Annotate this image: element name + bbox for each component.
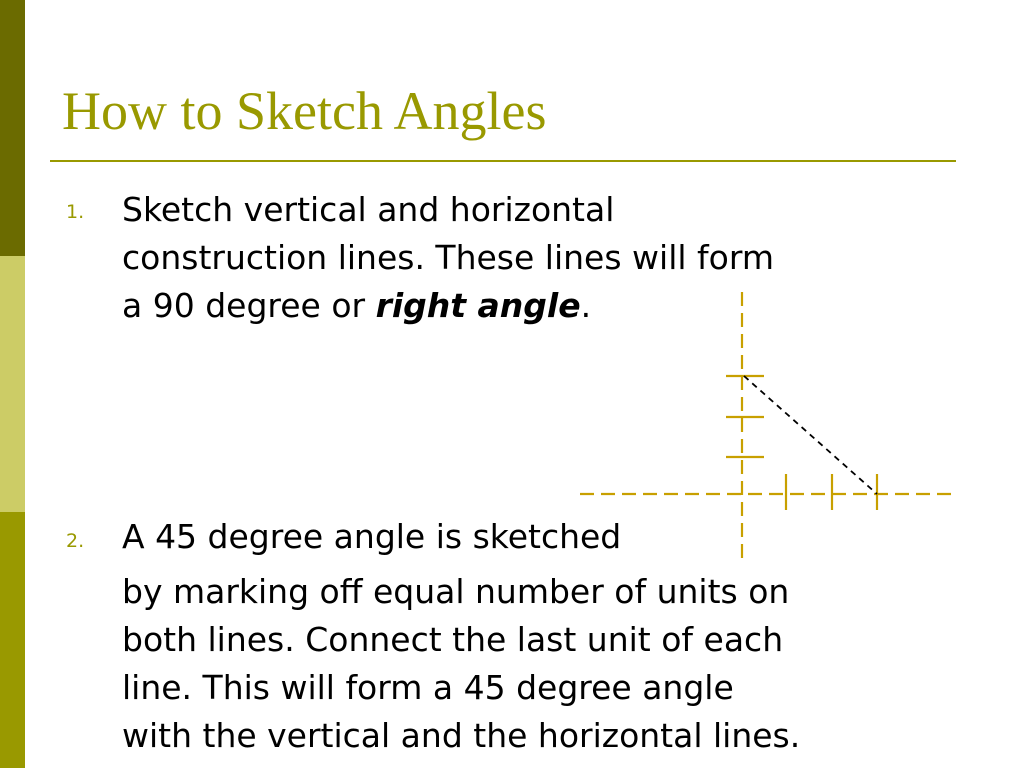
item-2-line-2: by marking off equal number of units on xyxy=(122,572,790,611)
list-number-2: 2. xyxy=(66,530,85,552)
right-angle-term: right angle xyxy=(375,286,581,325)
item-1-line-3-start: a 90 degree or xyxy=(122,286,376,325)
diagonal-45-degree-line xyxy=(744,376,877,494)
item-2-line-5: with the vertical and the horizontal lines. xyxy=(122,716,801,755)
item-2-line-3: both lines. Connect the last unit of each xyxy=(122,620,784,659)
item-1-line-2: construction lines. These lines will form xyxy=(122,238,774,277)
item-1-line-3-end: . xyxy=(580,286,592,325)
slide-title: How to Sketch Angles xyxy=(62,81,547,141)
item-2-line-1: A 45 degree angle is sketched xyxy=(122,517,622,556)
construction-lines xyxy=(580,292,958,560)
item-1-line-1: Sketch vertical and horizontal xyxy=(122,190,615,229)
item-2-line-4: line. This will form a 45 degree angle xyxy=(122,668,734,707)
list-number-1: 1. xyxy=(66,201,85,223)
